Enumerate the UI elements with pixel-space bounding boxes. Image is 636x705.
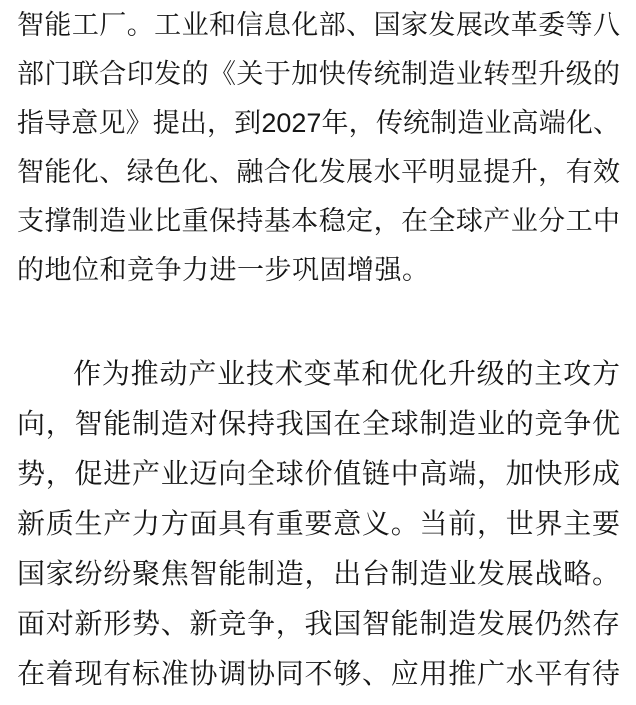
text-line: 作为推动产业技术变革和优化升级的主攻方: [73, 358, 620, 389]
text-line: 支撑制造业比重保持基本稳定，在全球产业分工中: [17, 206, 620, 236]
text-line: 国家纷纷聚焦智能制造，出台制造业发展战略。: [17, 558, 620, 589]
text-line: 势，促进产业迈向全球价值链中高端，加快形成: [17, 458, 620, 489]
text-line: 向，智能制造对保持我国在全球制造业的竞争优: [17, 408, 620, 439]
text-line: 指导意见》提出，到2027年，传统制造业高端化、: [17, 108, 620, 138]
paragraph: [17, 349, 620, 699]
text-line: 在着现有标准协调协同不够、应用推广水平有待: [17, 658, 620, 689]
text-line: 智能化、绿色化、融合化发展水平明显提升，有效: [17, 157, 620, 187]
text-line: 智能工厂。工业和信息化部、国家发展改革委等八: [17, 10, 620, 40]
text-line: 新质生产力方面具有重要意义。当前，世界主要: [17, 508, 620, 539]
paragraph: [17, 1, 620, 295]
text-line: 部门联合印发的《关于加快传统制造业转型升级的: [17, 59, 620, 89]
text-line: 面对新形势、新竞争，我国智能制造发展仍然存: [17, 608, 620, 639]
text-line: 的地位和竞争力进一步巩固增强。: [17, 255, 430, 285]
